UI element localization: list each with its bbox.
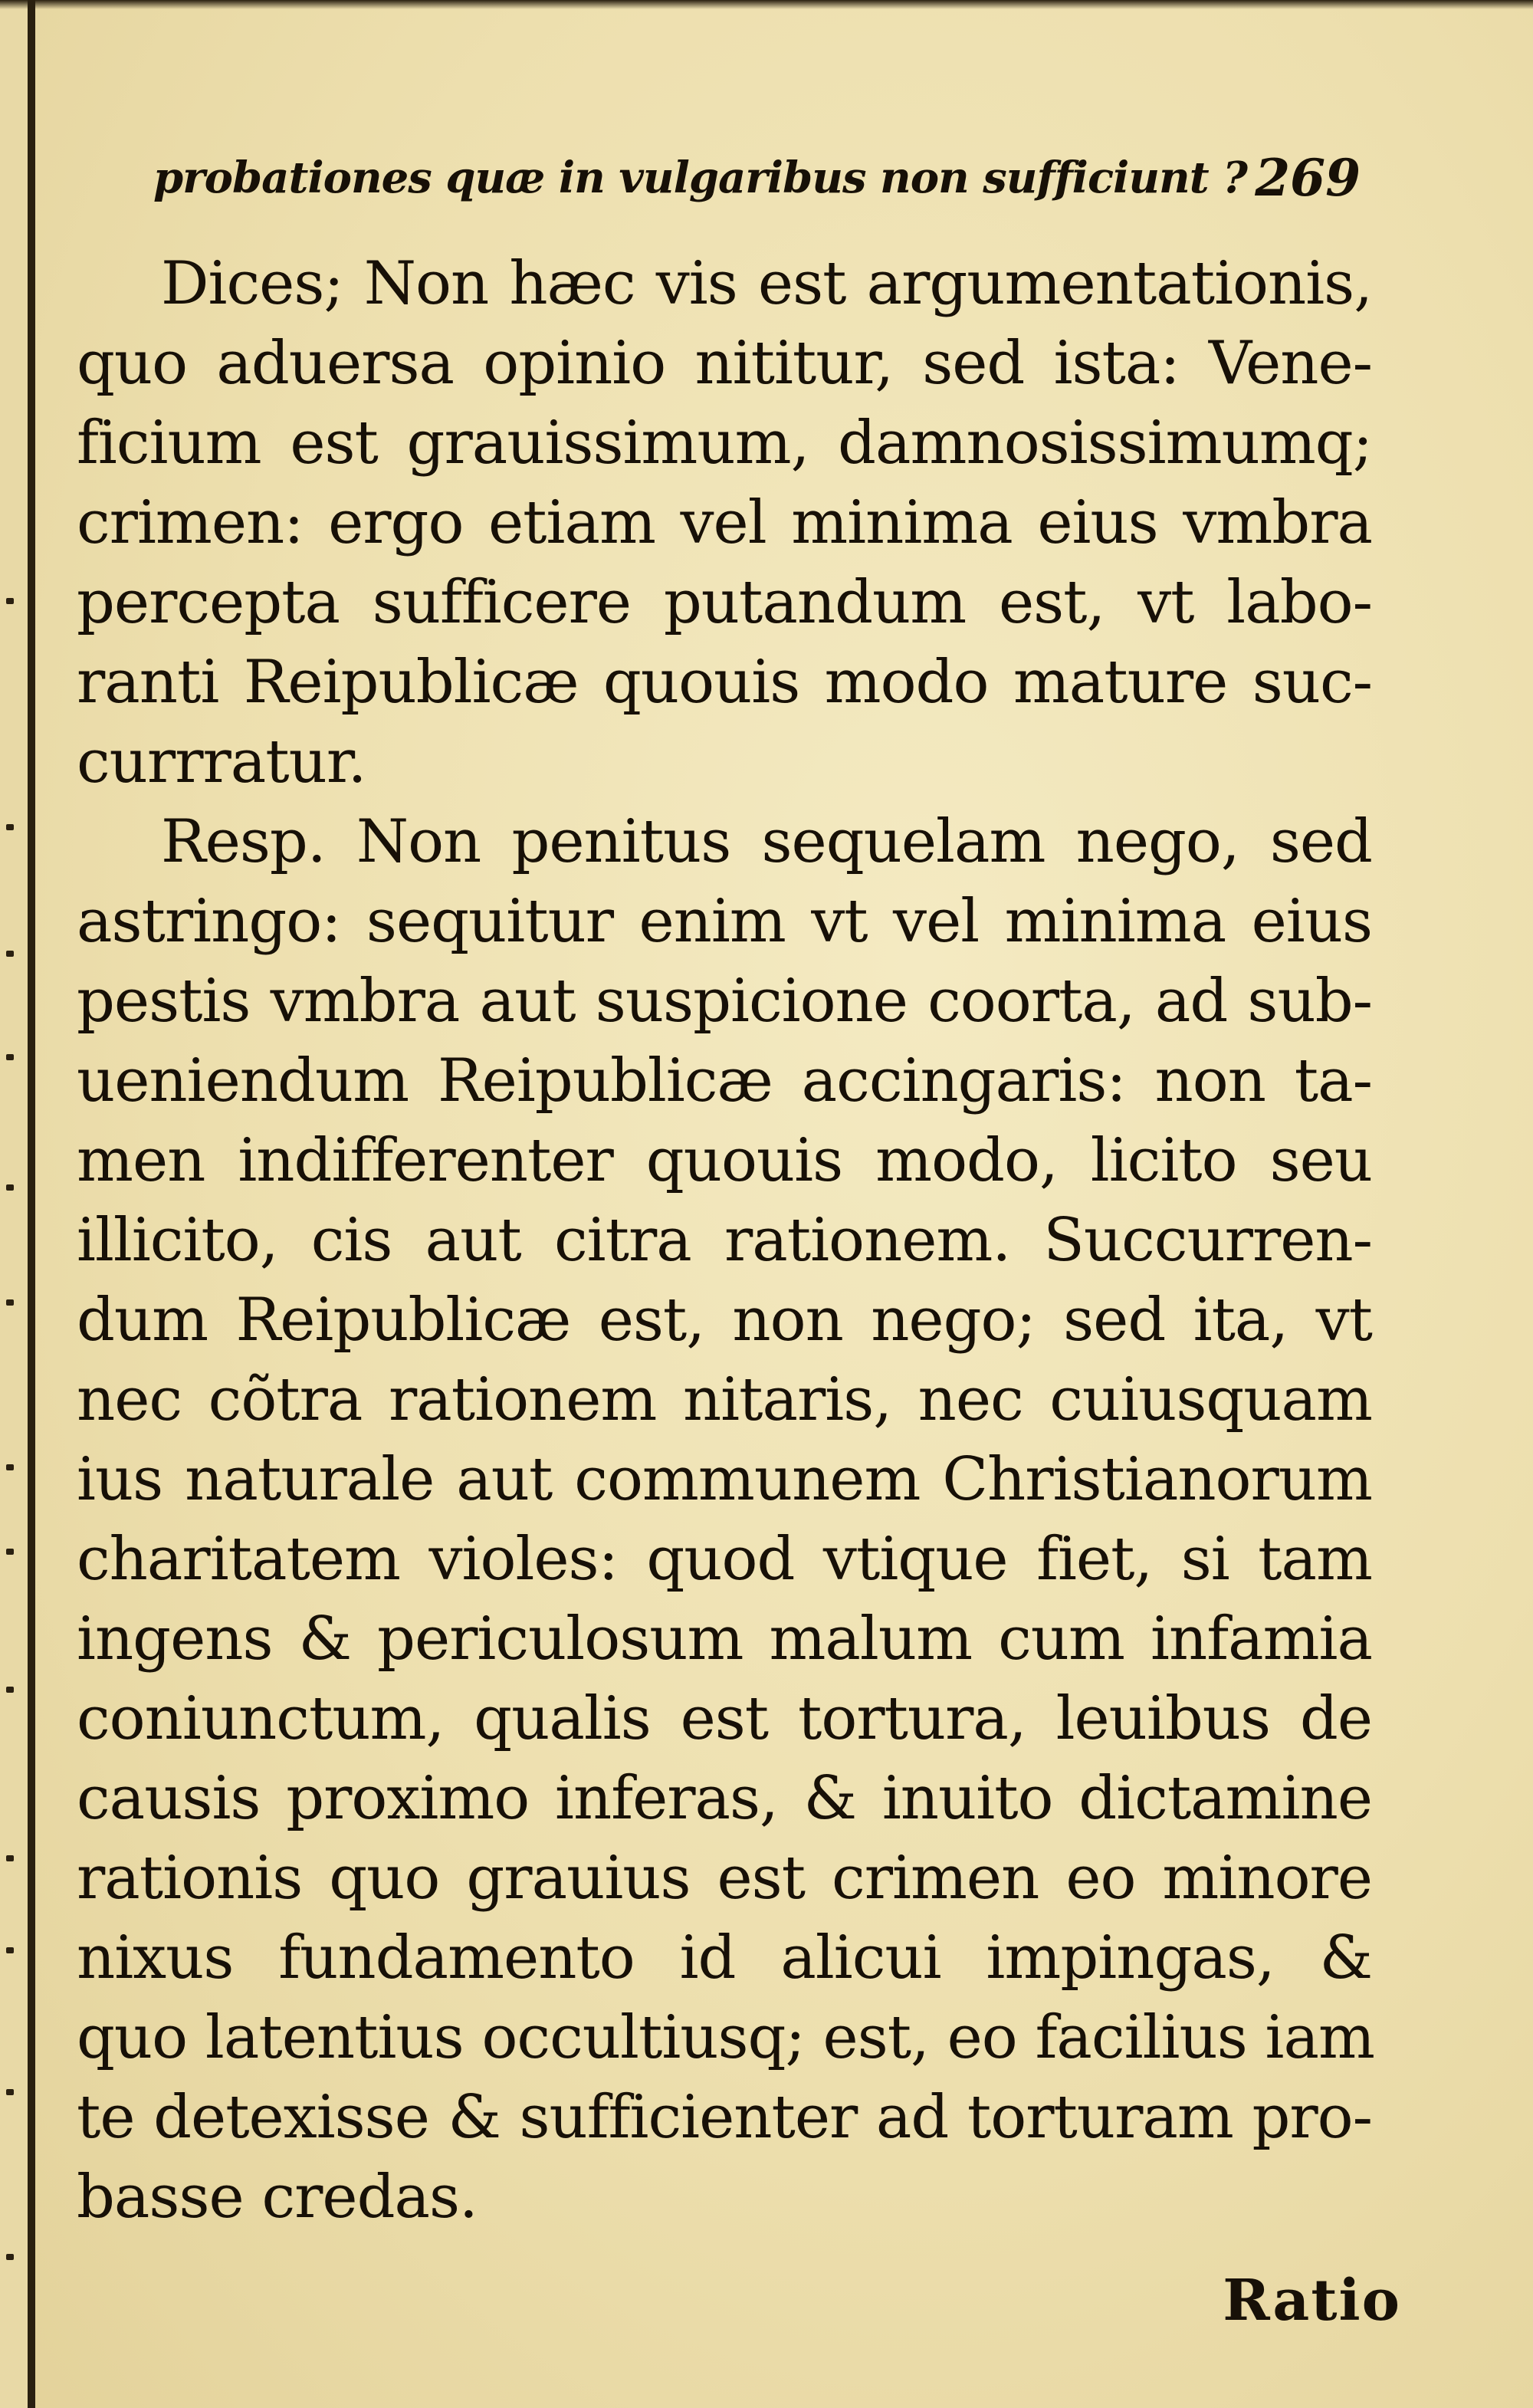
- text-line: charitatem violes: quod vtique fiet, si tam: [77, 1525, 1372, 1594]
- text-line: basse credas.: [77, 2163, 478, 2232]
- text-line: ingens & periculosum malum cum infamia: [77, 1605, 1372, 1674]
- binding-gutter-line: [28, 0, 35, 2408]
- bleed-through-mark: [6, 1299, 14, 1306]
- bleed-through-mark: [6, 1855, 14, 1861]
- text-line: currratur.: [77, 728, 366, 797]
- text-line: te detexisse & sufficienter ad torturam pro-: [77, 2083, 1372, 2152]
- bleed-through-mark: [6, 824, 14, 830]
- text-line: causis proximo inferas, & inuito dictamine: [77, 1764, 1372, 1833]
- bleed-through-mark: [6, 1054, 14, 1060]
- text-line: pestis vmbra aut suspicione coorta, ad sub-: [77, 967, 1372, 1036]
- catchword: Ratio: [1223, 2268, 1401, 2334]
- bleed-through-mark: [6, 2089, 14, 2095]
- running-head: probationes quæ in vulgaribus non sufficiunt ?: [153, 153, 1247, 203]
- text-line: quo latentius occultiusq; est, eo facilius iam: [77, 2003, 1374, 2072]
- bleed-through-mark: [6, 951, 14, 957]
- bleed-through-mark: [6, 1549, 14, 1555]
- text-line: percepta sufficere putandum est, vt labo-: [77, 568, 1372, 637]
- text-line: crimen: ergo etiam vel minima eius vmbra: [77, 488, 1372, 557]
- binding-margin: [0, 0, 28, 2408]
- text-line: dum Reipublicæ est, non nego; sed ita, vt: [77, 1286, 1372, 1355]
- bleed-through-mark: [6, 1464, 14, 1470]
- top-edge-shadow: [0, 0, 1533, 9]
- text-line: coniunctum, qualis est tortura, leuibus de: [77, 1684, 1372, 1753]
- text-line: ficium est grauissimum, damnosissimumq;: [77, 409, 1372, 478]
- text-line: astringo: sequitur enim vt vel minima eius: [77, 887, 1372, 956]
- text-line: ranti Reipublicæ quouis modo mature suc-: [77, 648, 1372, 717]
- body-text: [77, 244, 1372, 2237]
- bleed-through-mark: [6, 1184, 14, 1191]
- text-line: nec cõtra rationem nitaris, nec cuiusquam: [77, 1365, 1372, 1434]
- bleed-through-mark: [6, 2254, 14, 2260]
- text-line: Dices; Non hæc vis est argumentationis,: [161, 249, 1372, 318]
- text-line: ueniendum Reipublicæ accingaris: non ta-: [77, 1046, 1372, 1115]
- text-line: ius naturale aut communem Christianorum: [77, 1445, 1372, 1514]
- bleed-through-mark: [6, 1687, 14, 1693]
- bleed-through-mark: [6, 598, 14, 604]
- text-line: men indifferenter quouis modo, licito seu: [77, 1126, 1372, 1195]
- text-line: quo aduersa opinio nititur, sed ista: Vene-: [77, 329, 1372, 398]
- text-line: nixus fundamento id alicui impingas, &: [77, 1923, 1372, 1992]
- text-line: rationis quo grauius est crimen eo minore: [77, 1844, 1372, 1913]
- bleed-through-mark: [6, 1947, 14, 1953]
- page-number: 269: [1255, 148, 1361, 208]
- page-header: [153, 142, 1361, 211]
- text-line: Resp. Non penitus sequelam nego, sed: [161, 807, 1372, 876]
- text-line: illicito, cis aut citra rationem. Succurren-: [77, 1206, 1372, 1275]
